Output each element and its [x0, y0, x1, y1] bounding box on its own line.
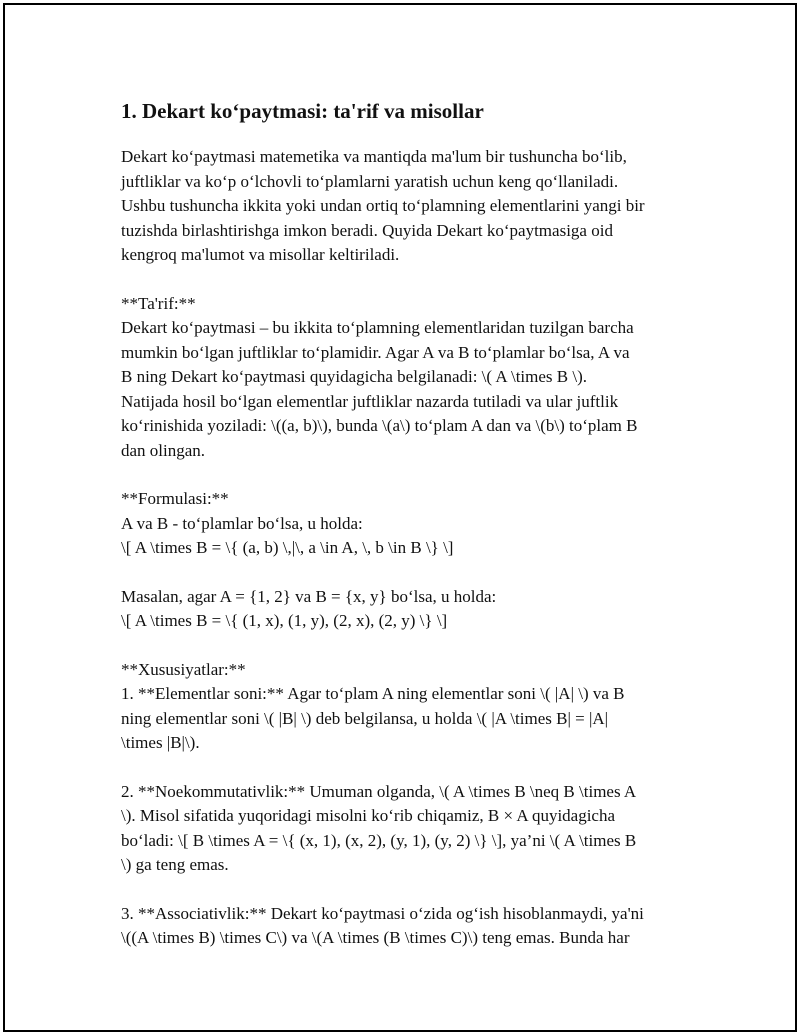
text-line: B ning Dekart koʻpaytmasi quyidagicha belgilanadi: \( A \times B \). — [121, 367, 587, 386]
text-line: ning elementlar soni \( |B| \) deb belgilansa, u holda \( |A \times B| = |A| — [121, 708, 609, 728]
paragraph — [121, 780, 701, 878]
text-line: kengroq ma'lumot va misollar keltiriladi. — [121, 245, 400, 264]
text-line: 1. **Elementlar soni:** Agar toʻplam A ning elementlar soni \( |A| \) va B — [121, 684, 625, 703]
paragraph — [121, 585, 701, 634]
text-line: dan olingan. — [121, 440, 206, 460]
text-line: tuzishda birlashtirishga imkon beradi. Quyida Dekart koʻpaytmasiga oid — [121, 220, 613, 240]
paragraph-list — [121, 145, 701, 951]
paragraph — [121, 658, 701, 756]
text-line: Dekart koʻpaytmasi – bu ikkita toʻplamning elementlaridan tuzilgan barcha — [121, 318, 634, 337]
text-line: Ushbu tushuncha ikkita yoki undan ortiq toʻplamning elementlarini yangi bir — [121, 196, 645, 215]
text-line: A va B - toʻplamlar boʻlsa, u holda: — [121, 513, 363, 533]
paragraph — [121, 292, 701, 464]
text-line: Masalan, agar A = {1, 2} va B = {x, y} boʻlsa, u holda: — [121, 586, 497, 606]
text-line: \((A \times B) \times C\) va \(A \times (B \times C)\) teng emas. Bunda har — [121, 928, 630, 947]
paragraph — [121, 902, 701, 951]
text-line: \times |B|\). — [121, 733, 200, 752]
text-line: 3. **Associativlik:** Dekart koʻpaytmasi oʻzida ogʻish hisoblanmaydi, ya'ni — [121, 903, 644, 923]
text-line: Natijada hosil boʻlgan elementlar juftliklar nazarda tutiladi va ular juftlik — [121, 391, 619, 411]
text-line: Dekart koʻpaytmasi matemetika va mantiqda ma'lum bir tushuncha boʻlib, — [121, 147, 627, 166]
text-line: mumkin boʻlgan juftliklar toʻplamidir. Agar A va B toʻplamlar boʻlsa, A va — [121, 342, 630, 362]
section-heading: 1. Dekart koʻpaytmasi: ta'rif va misollar — [121, 99, 484, 123]
text-line: \[ A \times B = \{ (a, b) \,|\, a \in A, \, b \in B \} \] — [121, 538, 454, 557]
text-line: juftliklar va koʻp oʻlchovli toʻplamlarni yaratish uchun keng qoʻllaniladi. — [121, 171, 619, 191]
document-page — [3, 3, 797, 1032]
text-line: koʻrinishida yoziladi: \((a, b)\), bunda \(a\) toʻplam A dan va \(b\) toʻplam B — [121, 416, 638, 435]
paragraph — [121, 145, 701, 268]
text-line: \). Misol sifatida yuqoridagi misolni koʻrib chiqamiz, B × A quyidagicha — [121, 806, 616, 825]
text-line: boʻladi: \[ B \times A = \{ (x, 1), (x, 2), (y, 1), (y, 2) \} \], ya’ni \( A \times B — [121, 830, 637, 850]
text-line: **Formulasi:** — [121, 489, 229, 508]
document-body — [121, 97, 701, 975]
text-line: **Ta'rif:** — [121, 293, 196, 313]
text-line: 2. **Noekommutativlik:** Umuman olganda, \( A \times B \neq B \times A — [121, 781, 637, 801]
text-line: \[ A \times B = \{ (1, x), (1, y), (2, x), (2, y) \} \] — [121, 611, 448, 630]
text-line: **Xususiyatlar:** — [121, 659, 246, 679]
paragraph — [121, 487, 701, 561]
text-line: \) ga teng emas. — [121, 855, 229, 874]
